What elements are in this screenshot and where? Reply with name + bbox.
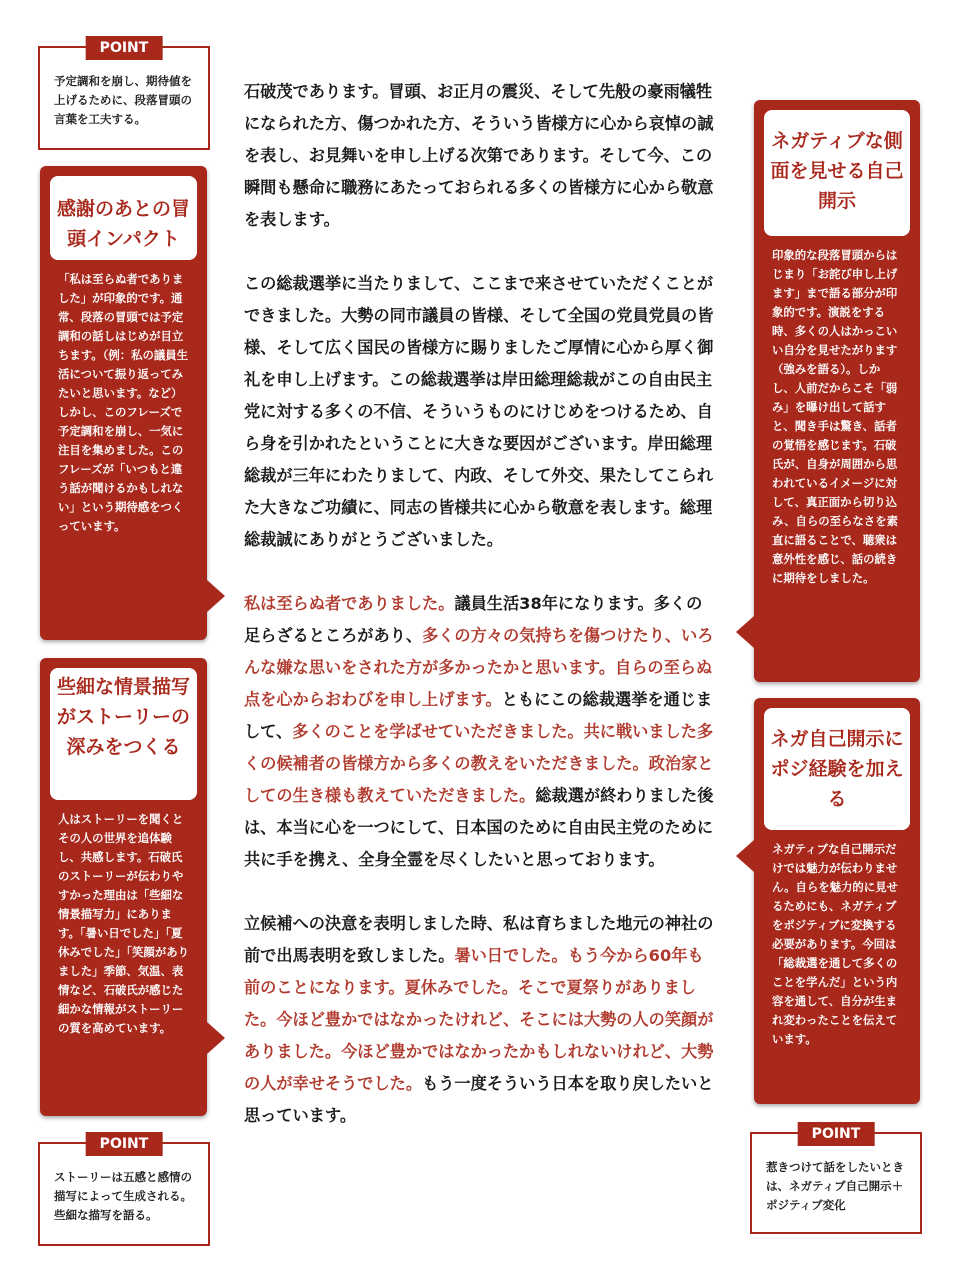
arrow-left-icon [736,616,754,648]
highlight-text: 多くのことを学ばせていただきました。共に戦いました多くの候補者の皆様方から多くの教えをいただきました。政治家としての生き様も教えていただきました。 [244,722,714,805]
arrow-right-icon [207,1022,225,1054]
point-text: 予定調和を崩し、期待値を上げるために、段落冒頭の言葉を工夫する。 [54,74,192,126]
point-box-top-left [38,40,210,150]
panel-title: 感謝のあとの冒頭インパクト [50,176,197,260]
highlight-text: 多くの方々の気持ちを傷つけたり、いろんな嫌な思いをされた方が多かったかと思います。自らの至らぬ点を心からおわびを申し上げます。 [244,626,714,709]
arrow-right-icon [207,580,225,612]
panel-title: ネガ自己開示にポジ経験を加える [764,708,910,830]
speech-text-span: ともにこの総裁選挙を通じまして、 [244,690,713,741]
point-box-bottom-left [38,1136,210,1246]
highlight-text: 暑い日でした。もう今から60年も前のことになります。夏休みでした。そこで夏祭りがありました。今ほど豊かではなかったけれど、そこには大勢の人の笑顔がありました。今ほど豊かではなかったかもしれないけれど、大勢の人が幸せそうでした。 [244,946,714,1093]
speech-paragraph-3 [244,588,714,876]
speech-paragraph-1: 石破茂であります。冒頭、お正月の震災、そして先般の豪雨犠牲になられた方、傷つかれた方、そういう皆様方に心から哀悼の誠を表し、お見舞いを申し上げる次第であります。そして今、この瞬間も懸命に職務にあたっておられる多くの皆様方に心から敬意を表します。 [244,82,714,229]
speech-text-span: 立候補への決意を表明しました時、私は育ちました地元の神社の前で出馬表明を致しました。 [244,914,714,965]
speech-text-span: 総裁選が終わりました後は、本当に心を一つにして、日本国のために自由民主党のために共に手を携え、全身全霊を尽くしたいと思っております。 [244,786,714,869]
panel-body: 印象的な段落冒頭からはじまり「お詫び申し上げます」まで語る部分が印象的です。演説をする時、多くの人はかっこいい自分を見せたがります（強みを語る）。しかし、人前だからこそ「弱み」を曝け出して話すと、聞き手は驚き、話者の覚悟を感じます。石破氏が、自身が周囲から思われているイメージに対して、真正面から切り込み、自らの至らなさを素直に語ることで、聴衆は意外性を感じ、話の続きに期待をしました。 [772,248,898,585]
panel-body: 人はストーリーを聞くとその人の世界を追体験し、共感します。石破氏のストーリーが伝わりやすかった理由は「些細な情景描写力」にあります。「暑い日でした」「夏休みでした」「笑顔がありました」季節、気温、表情など、石破氏が感じた細かな情報がストーリーの質を高めています。 [58,812,189,1035]
arrow-left-icon [736,840,754,872]
point-tag: POINT [86,36,163,60]
highlight-text: 私は至らぬ者でありました。 [244,594,455,613]
left-panel-scene [40,658,207,1116]
point-tag: POINT [798,1122,875,1146]
speech-paragraph-2: この総裁選挙に当たりまして、ここまで来させていただくことができました。大勢の同市議員の皆様、そして全国の党員党員の皆様、そして広く国民の皆様方に賜りましたご厚情に心から厚く御礼を申し上げます。この総裁選挙は岸田総理総裁がこの自由民主党に対する多くの不信、そういうものにけじめをつけるため、自ら身を引かれたということに大きな要因がございます。岸田総理総裁が三年にわたりまして、内政、そして外交、果たしてこられた大きなご功績に、同志の皆様共に心から敬意を表します。総理総裁誠にありがとうございました。 [244,274,714,549]
panel-body: 「私は至らぬ者でありました」が印象的です。通常、段落の冒頭では予定調和の話しはじめが目立ちます。（例：私の議員生活について振り返ってみたいと思います。など）しかし、このフレーズで予定調和を崩し、一気に注目を集めました。このフレーズが「いつもと違う話が聞けるかもしれない」という期待感をつくっています。 [58,272,189,533]
right-panel-positive [754,698,920,1104]
point-box-bottom-right [750,1126,922,1234]
left-panel-impact [40,166,207,640]
panel-body: ネガティブな自己開示だけでは魅力が伝わりません。自らを魅力的に見せるためにも、ネガティブをポジティブに変換する必要があります。今回は「総裁選を通して多くのことを学んだ」という内容を通して、自分が生まれ変わったことを伝えています。 [772,842,898,1046]
point-text: ストーリーは五感と感情の描写によって生成される。些細な描写を語る。 [54,1170,192,1222]
point-tag: POINT [86,1132,163,1156]
panel-title: 些細な情景描写がストーリーの深みをつくる [50,668,197,800]
speech-text [244,76,714,1164]
speech-text-span: もう一度そういう日本を取り戻したいと思っています。 [244,1074,714,1125]
panel-title: ネガティブな側面を見せる自己開示 [764,110,910,236]
speech-paragraph-4 [244,908,714,1132]
speech-text-span: 議員生活38年になります。多くの足らざるところがあり、 [244,594,703,645]
point-text: 惹きつけて話をしたいときは、ネガティブ自己開示＋ポジティブ変化 [766,1160,904,1212]
right-panel-negative [754,100,920,682]
